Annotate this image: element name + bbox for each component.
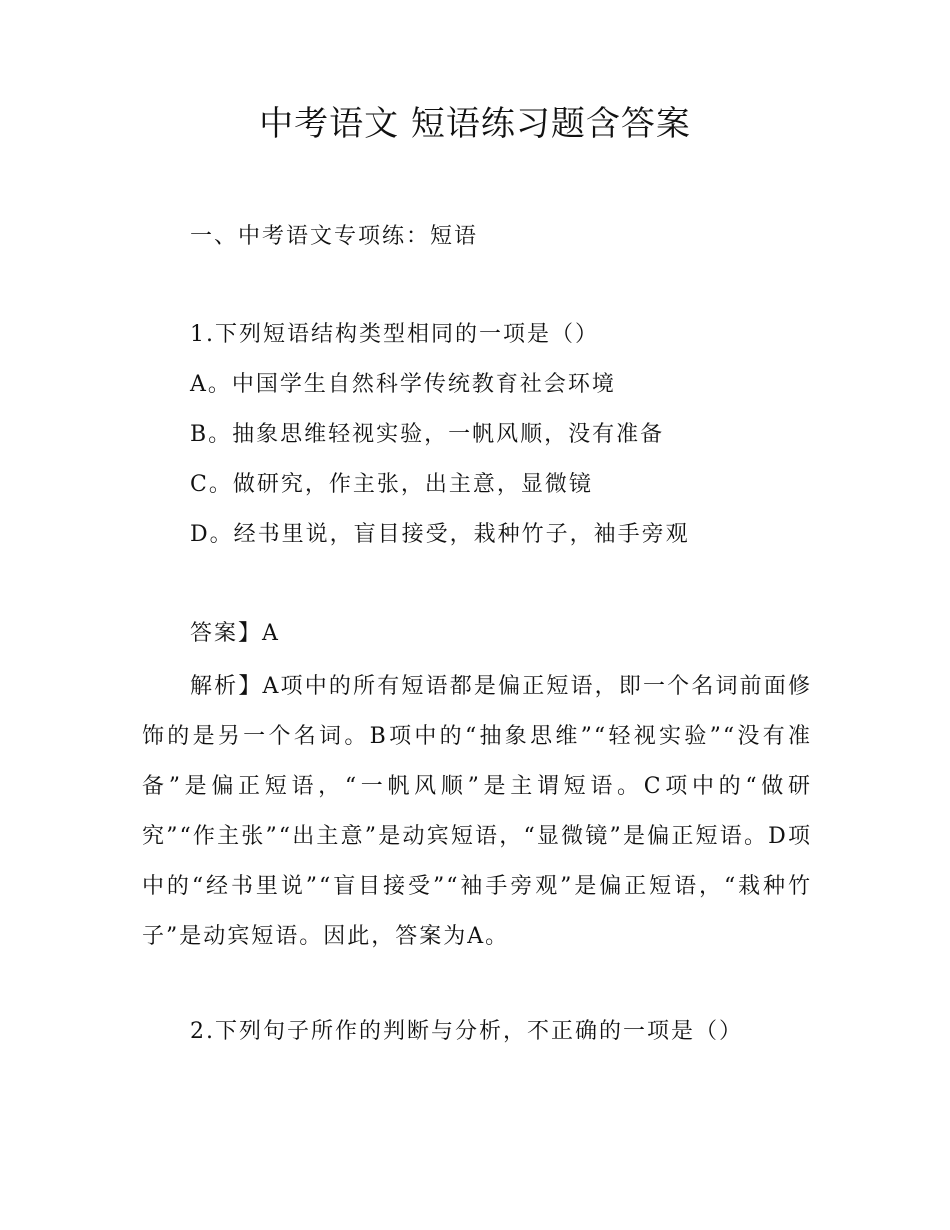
question-2-stem: 2.下列句子所作的判断与分析，不正确的一项是（）: [190, 1019, 743, 1044]
question-1-option-c: C。做研究，作主张，出主意，显微镜: [190, 472, 593, 497]
question-1-analysis: 解析】A项中的所有短语都是偏正短语，即一个名词前面修饰的是另一个名词。B项中的“抽象思维”“轻视实验”“没有准备”是偏正短语，“一帆风顺”是主谓短语。C项中的“做研究”“作主张”“出主意”是动宾短语，“显微镜”是偏正短语。D项中的“经书里说”“盲目接受”“袖手旁观”是偏正短语，“栽种竹子”是动宾短语。因此，答案为A。: [142, 674, 812, 949]
question-1-option-a: A。中国学生自然科学传统教育社会环境: [190, 372, 616, 397]
question-1-stem: 1.下列短语结构类型相同的一项是（）: [190, 322, 599, 347]
question-1-option-b: B。抽象思维轻视实验，一帆风顺，没有准备: [190, 422, 665, 447]
question-1-option-d: D。经书里说，盲目接受，栽种竹子，袖手旁观: [190, 522, 690, 547]
document-title: 中考语文 短语练习题含答案: [259, 104, 691, 144]
section-heading: 一、中考语文专项练：短语: [190, 224, 479, 249]
question-1-answer: 答案】A: [190, 621, 280, 646]
